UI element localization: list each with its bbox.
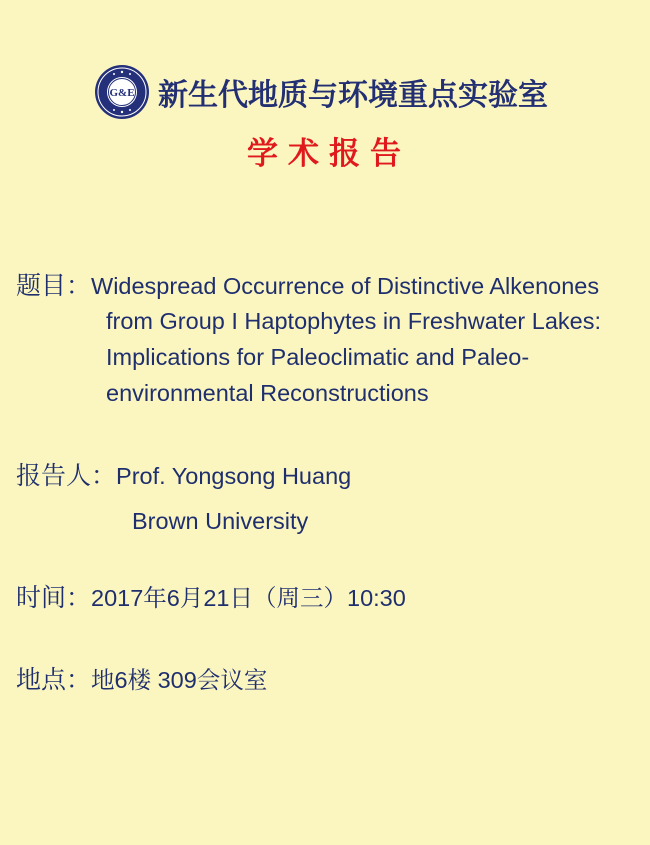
logo-text: G&E — [109, 87, 135, 99]
topic-line-1: Widespread Occurrence of Distinctive Alkenones — [91, 273, 600, 299]
speaker-row — [16, 456, 351, 492]
speaker-label: 报告人： — [16, 462, 117, 490]
time-label: 时间： — [16, 584, 92, 612]
topic-row — [16, 266, 599, 302]
place-value: 地6楼 309会议室 — [91, 667, 268, 693]
speaker-name: Prof. Yongsong Huang — [116, 463, 352, 489]
speaker-affiliation: Brown University — [132, 508, 309, 534]
topic-line-4: environmental Reconstructions — [106, 380, 429, 406]
lab-seal-icon — [94, 64, 150, 120]
lab-name: 新生代地质与环境重点实验室 — [158, 79, 548, 112]
header — [94, 64, 548, 120]
place-label: 地点： — [16, 666, 92, 694]
topic-line-3: Implications for Paleoclimatic and Paleo- — [106, 344, 530, 370]
place-row — [16, 660, 267, 696]
event-title: 学术报告 — [247, 136, 411, 171]
topic-line-2: from Group I Haptophytes in Freshwater Lakes: — [106, 308, 602, 334]
time-row — [16, 578, 406, 614]
topic-label: 题目： — [16, 272, 92, 300]
time-value: 2017年6月21日（周三）10:30 — [91, 585, 406, 611]
